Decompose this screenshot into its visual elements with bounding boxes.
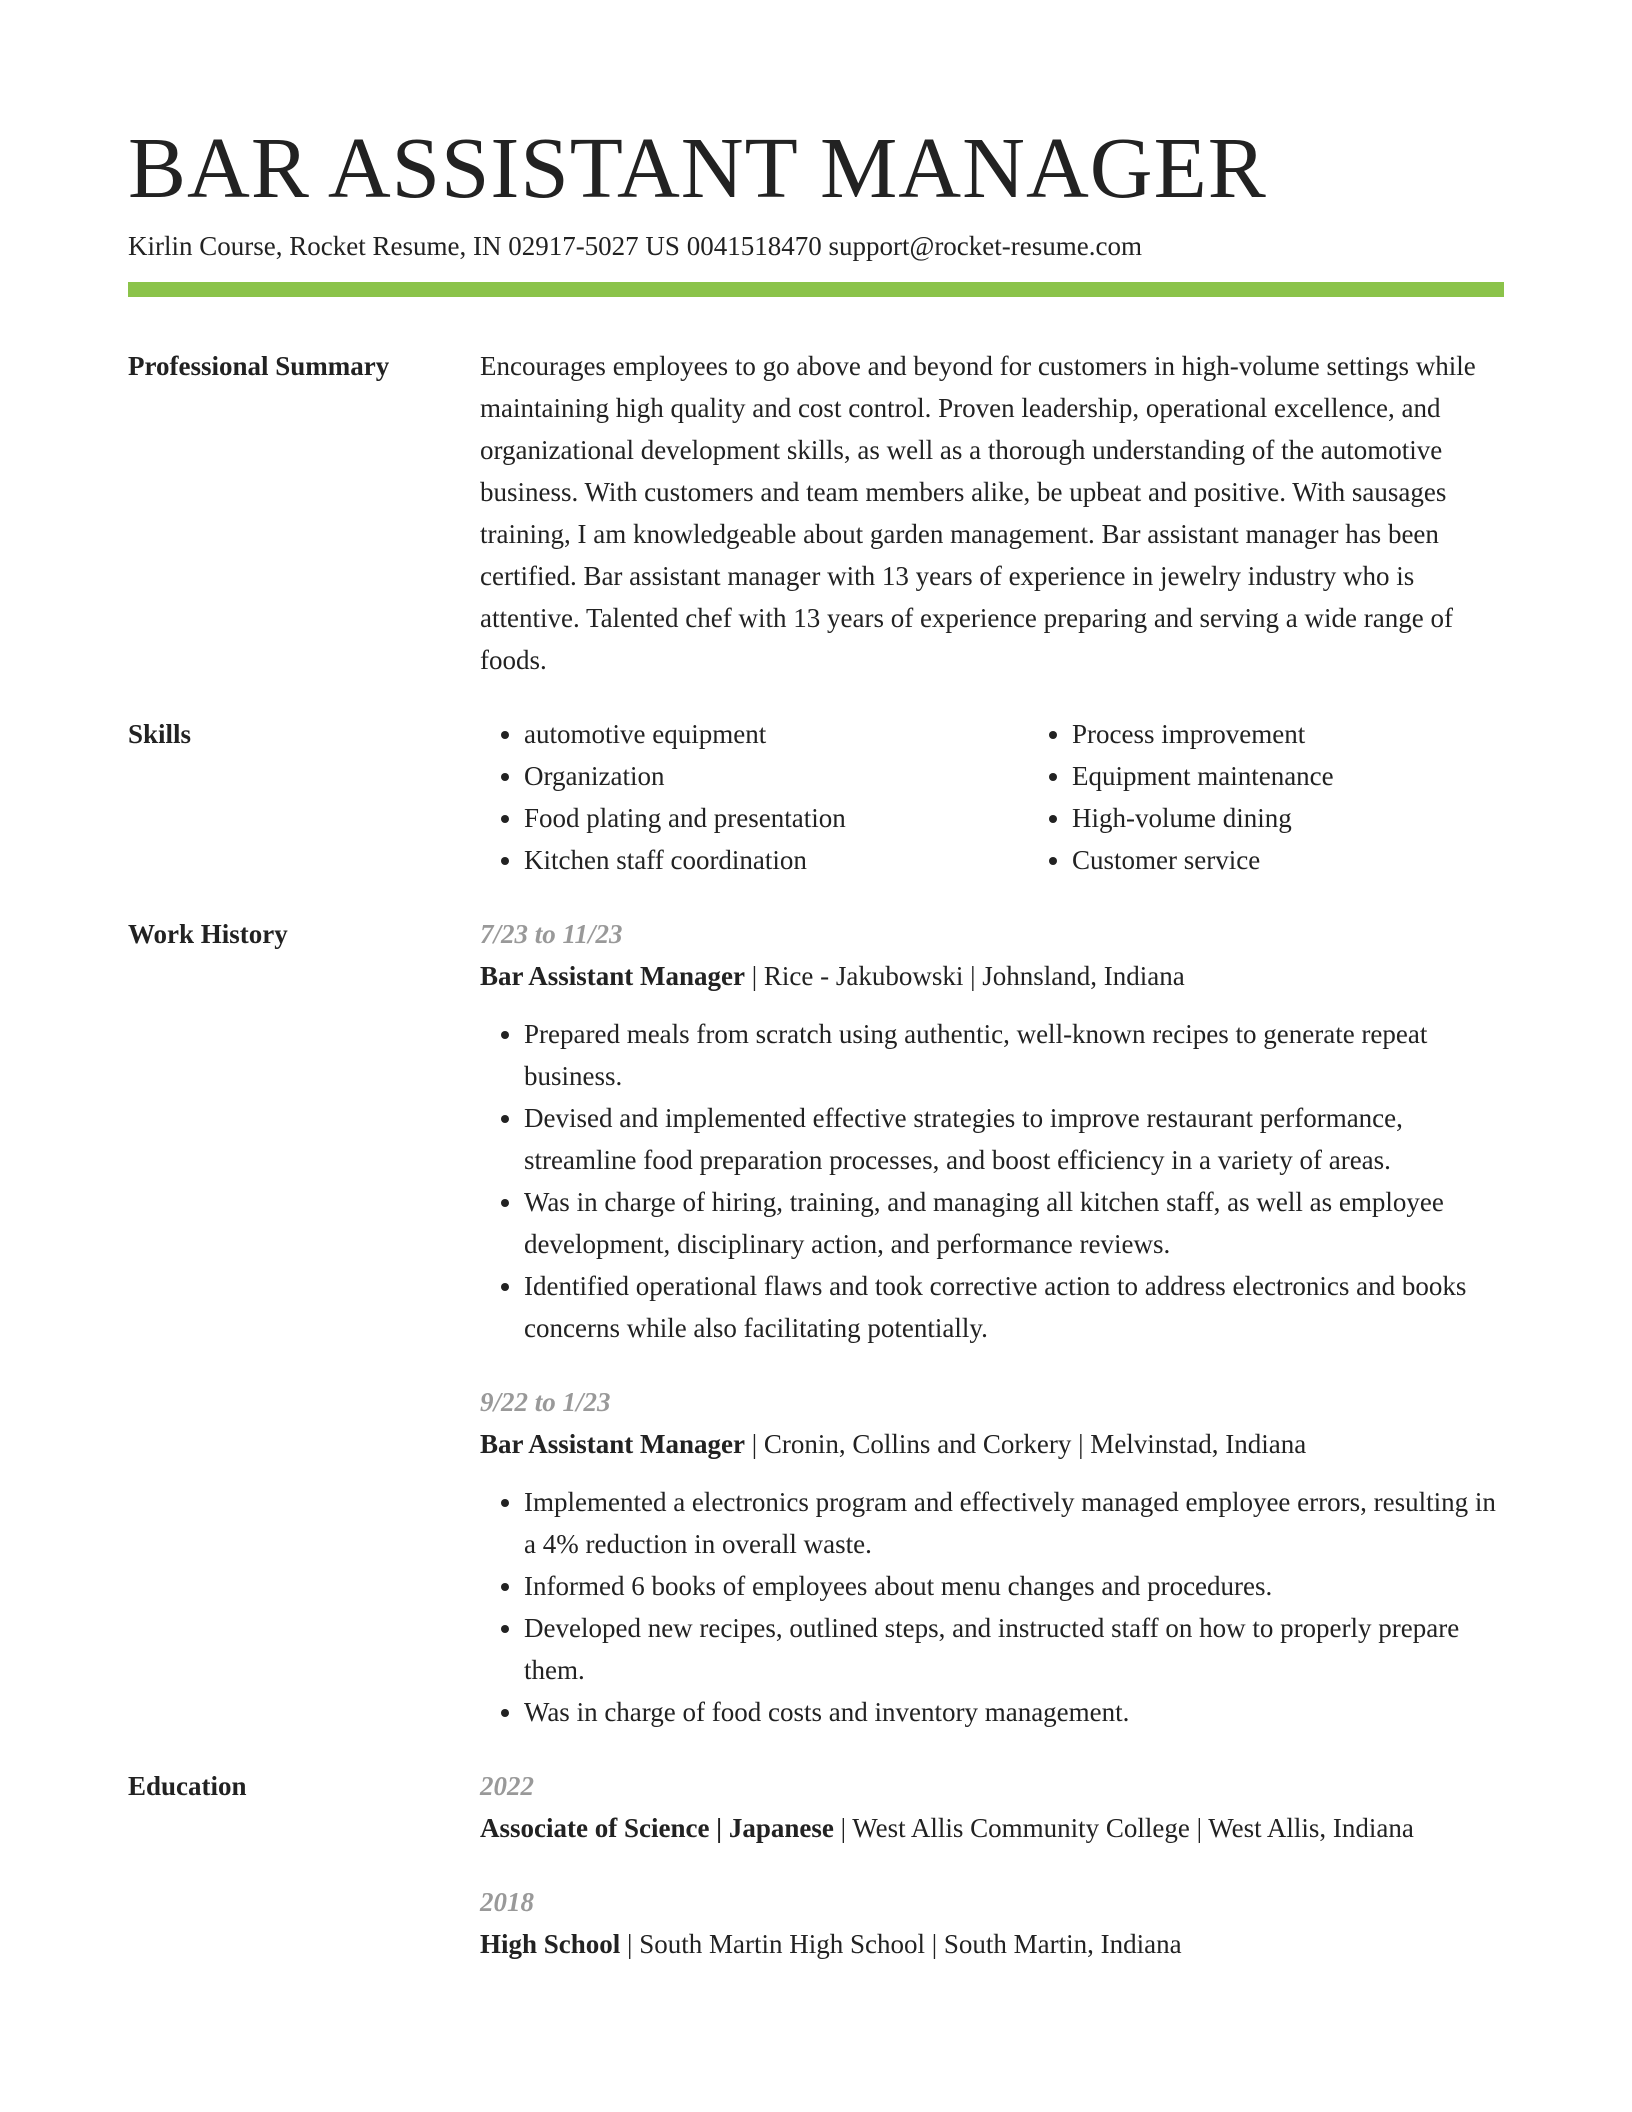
job-title: Bar Assistant Manager (480, 1429, 746, 1459)
education-year: 2018 (480, 1887, 534, 1917)
skills-column-left (480, 713, 1028, 881)
skill-item: • Customer service (1072, 839, 1576, 881)
skills-section (128, 713, 1504, 881)
skills-grid (480, 713, 1576, 881)
skill-item: • Process improvement (1072, 713, 1576, 755)
education-body (480, 1765, 1504, 1965)
job-dates: 9/22 to 1/23 (480, 1387, 611, 1417)
summary-heading: Professional Summary (128, 351, 390, 381)
job-bullet: • Identified operational flaws and took corrective action to address electronics and books concerns while also facilitating potentially. (524, 1265, 1504, 1349)
job-entry (480, 1381, 1504, 1733)
job-entry (480, 913, 1504, 1349)
skill-item: • automotive equipment (524, 713, 1028, 755)
work-history-section (128, 913, 1504, 1733)
work-history-body (480, 913, 1504, 1733)
skill-item: • Food plating and presentation (524, 797, 1028, 839)
education-entry (480, 1765, 1504, 1849)
education-heading: Education (128, 1771, 247, 1801)
job-details: | Cronin, Collins and Corkery | Melvinstad, Indiana (745, 1429, 1307, 1459)
education-line (480, 1807, 1504, 1849)
job-bullet: • Informed 6 books of employees about menu changes and procedures. (524, 1565, 1504, 1607)
resume-page (128, 118, 1504, 1965)
education-details: | South Martin High School | South Martin, Indiana (620, 1929, 1182, 1959)
education-year: 2022 (480, 1771, 534, 1801)
education-line (480, 1923, 1504, 1965)
job-bullets (480, 1481, 1504, 1733)
education-section (128, 1765, 1504, 1965)
skills-column-right (1028, 713, 1576, 881)
skills-body (480, 713, 1576, 881)
job-bullet: • Developed new recipes, outlined steps, and instructed staff on how to properly prepare them. (524, 1607, 1504, 1691)
summary-text: Encourages employees to go above and beyond for customers in high-volume settings while maintaining high quality and cost control. Proven leadership, operational excellence, and organizational development skills, as well as a thorough understanding of the automotive business. With customers and team members alike, be upbeat and positive. With sausages training, I am knowledgeable about garden management. Bar assistant manager has been certified. Bar assistant manager with 13 years of experience in jewelry industry who is attentive. Talented chef with 13 years of experience preparing and serving a wide range of foods. (480, 351, 1476, 675)
skill-item: • High-volume dining (1072, 797, 1576, 839)
job-bullet: • Prepared meals from scratch using authentic, well-known recipes to generate repeat business. (524, 1013, 1504, 1097)
contact-email: support@rocket-resume.com (828, 231, 1142, 261)
job-title: Bar Assistant Manager (480, 961, 746, 991)
skills-heading: Skills (128, 719, 192, 749)
job-dates: 7/23 to 11/23 (480, 919, 623, 949)
contact-line (128, 228, 1504, 264)
job-role-line (480, 1423, 1504, 1465)
skill-item: • Organization (524, 755, 1028, 797)
job-bullets (480, 1013, 1504, 1349)
education-details: | West Allis Community College | West Allis, Indiana (833, 1813, 1414, 1843)
job-role-line (480, 955, 1504, 997)
work-history-heading: Work History (128, 919, 288, 949)
skill-item: • Kitchen staff coordination (524, 839, 1028, 881)
job-bullet: • Was in charge of food costs and inventory management. (524, 1691, 1504, 1733)
education-degree: Associate of Science | Japanese (480, 1813, 834, 1843)
job-bullet: • Was in charge of hiring, training, and managing all kitchen staff, as well as employee development, disciplinary action, and performance reviews. (524, 1181, 1504, 1265)
contact-phone: 0041518470 (686, 231, 822, 261)
education-entry (480, 1881, 1504, 1965)
header-accent-rule (128, 282, 1504, 297)
skill-item: • Equipment maintenance (1072, 755, 1576, 797)
contact-address: Kirlin Course, Rocket Resume, IN 02917-5027 US (128, 231, 680, 261)
job-bullet: • Devised and implemented effective strategies to improve restaurant performance, streamline food preparation processes, and boost efficiency in a variety of areas. (524, 1097, 1504, 1181)
job-bullet: • Implemented a electronics program and effectively managed employee errors, resulting in a 4% reduction in overall waste. (524, 1481, 1504, 1565)
education-degree: High School (480, 1929, 621, 1959)
summary-section (128, 345, 1504, 681)
job-details: | Rice - Jakubowski | Johnsland, Indiana (745, 961, 1185, 991)
resume-title: BAR ASSISTANT MANAGER (128, 119, 1267, 216)
